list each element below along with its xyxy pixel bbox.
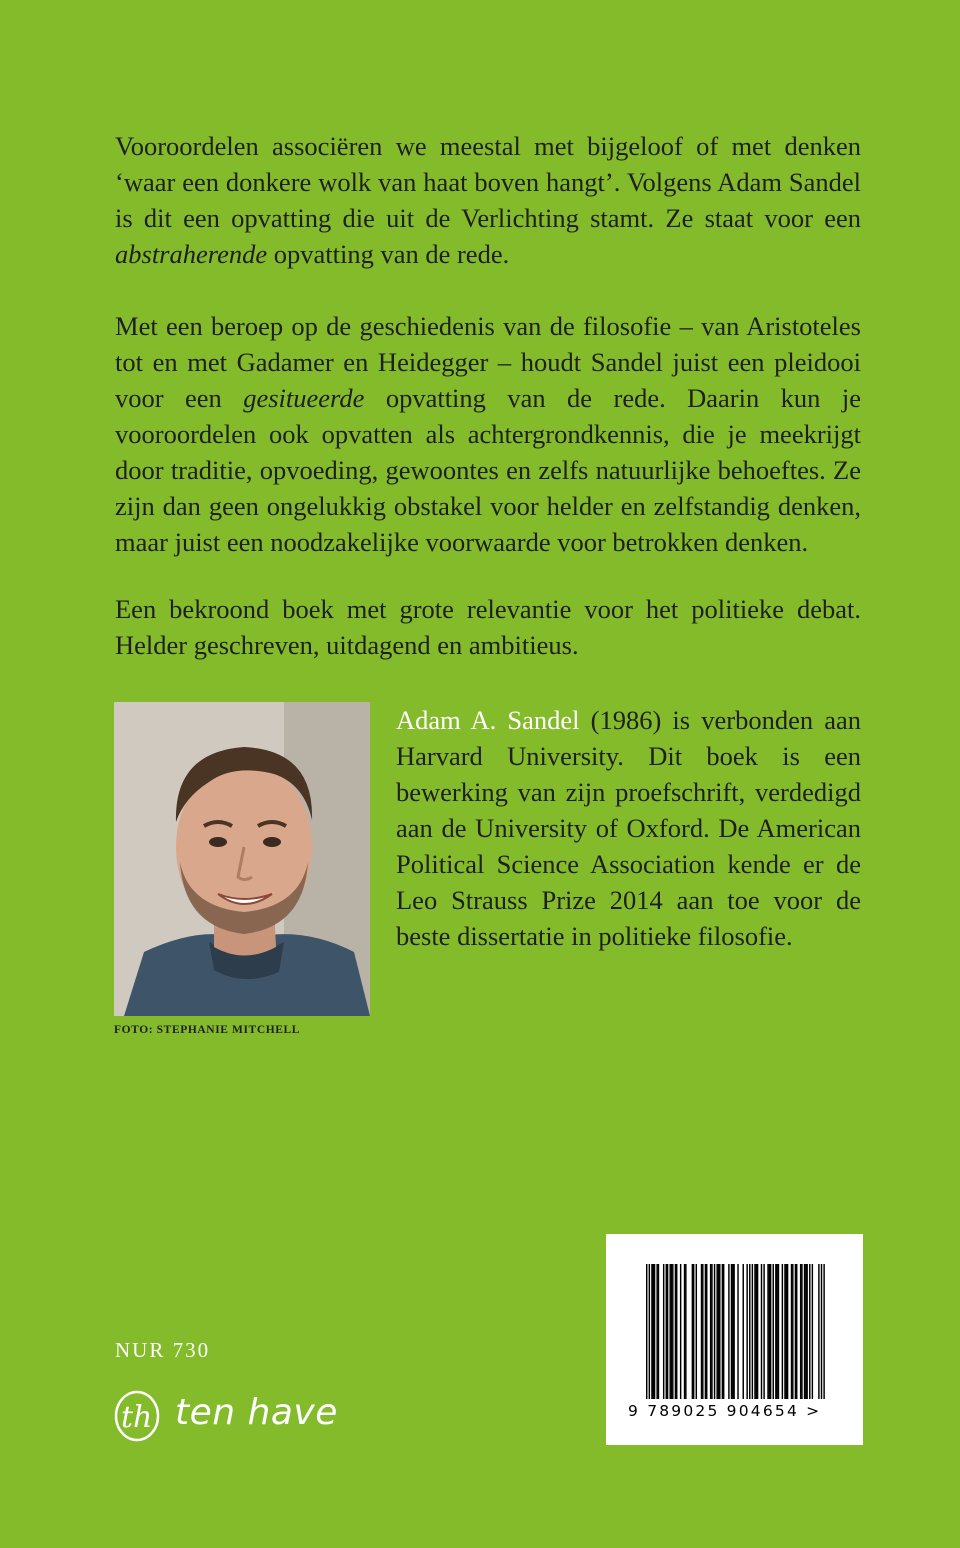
barcode-bar	[711, 1264, 712, 1399]
barcode-bar	[718, 1264, 719, 1399]
barcode-bar	[767, 1264, 768, 1399]
barcode-bar	[795, 1264, 796, 1399]
barcode-bar	[667, 1264, 668, 1399]
author-portrait-image	[114, 702, 370, 1016]
barcode-bar	[733, 1264, 734, 1399]
barcode-bar	[823, 1264, 824, 1399]
barcode-bar	[757, 1264, 758, 1399]
photo-credit: FOTO: STEPHANIE MITCHELL	[114, 1024, 301, 1036]
barcode-bar	[722, 1264, 723, 1399]
barcode-bar	[776, 1264, 777, 1399]
barcode-bar	[719, 1264, 720, 1399]
barcode-bar	[782, 1264, 783, 1399]
blurb-emphasis: gesitueerde	[243, 383, 365, 413]
barcode-bar	[732, 1264, 733, 1399]
blurb-text: opvatting van de rede.	[267, 239, 510, 269]
nur-code: NUR 730	[115, 1338, 211, 1362]
isbn-digits: 9 789025 904654 >	[628, 1402, 822, 1420]
barcode-bar	[692, 1264, 693, 1399]
barcode-bar	[706, 1264, 707, 1399]
barcode-bar	[684, 1264, 685, 1399]
author-name: Adam A. Sandel	[396, 705, 580, 735]
blurb-paragraph-1	[115, 128, 861, 272]
barcode-bar	[671, 1264, 672, 1399]
barcode-bar	[786, 1264, 787, 1399]
barcode-bar	[805, 1264, 806, 1399]
barcode-bar	[749, 1264, 750, 1399]
blurb-emphasis: abstraherende	[115, 239, 268, 269]
author-bio-text: (1986) is verbonden aan Harvard University. Dit boek is een bewerking van zijn proefschrift, verdedigd aan de University of Oxford. De American Political Science Association kende er de Leo Strauss Prize 2014 aan toe voor de beste dissertatie in politieke filosofie.	[396, 705, 862, 951]
barcode-bar	[646, 1264, 647, 1399]
publisher-logo-mark-text: th	[121, 1400, 153, 1435]
barcode-bar	[672, 1264, 673, 1399]
barcode-bar	[710, 1264, 711, 1399]
barcode-bar	[801, 1264, 802, 1399]
barcode-bar	[770, 1264, 771, 1399]
barcode-bar	[796, 1264, 797, 1399]
barcode-bar	[778, 1264, 779, 1399]
barcode-bar	[680, 1264, 681, 1399]
blurb-text: Vooroordelen associëren we meestal met bijgeloof of met denken ‘waar een donkere wolk van haat boven hangt’. Volgens Adam Sandel is dit een opvatting die uit de Verlichting stamt. Ze staat voor een	[115, 131, 861, 233]
barcode-bar	[746, 1264, 747, 1399]
barcode-bar	[714, 1264, 715, 1399]
barcode-bar	[761, 1264, 762, 1399]
barcode-bar	[775, 1264, 776, 1399]
barcode-bar	[654, 1264, 655, 1399]
barcode-bar	[791, 1264, 792, 1399]
publisher-logo-mark-icon	[113, 1380, 167, 1444]
barcode-bar	[743, 1264, 744, 1399]
blurb-paragraph-3: Een bekroond boek met grote relevantie voor het politieke debat. Helder geschreven, uitdagend en ambitieus.	[115, 594, 861, 660]
barcode-bar	[792, 1264, 793, 1399]
barcode-bar	[675, 1264, 676, 1399]
barcode-bar	[676, 1264, 677, 1399]
barcode-bar	[804, 1264, 805, 1399]
barcode-bar	[658, 1264, 659, 1399]
barcode-bar	[666, 1264, 667, 1399]
author-bio	[396, 702, 861, 954]
barcode-bar	[769, 1264, 770, 1399]
barcode-bar	[705, 1264, 706, 1399]
blurb-paragraph-2	[115, 308, 861, 560]
barcode-bar	[716, 1264, 717, 1399]
blurb-text: opvatting van de rede. Daarin kun je vooroordelen ook opvatten als achtergrondkennis, die je meekrijgt door traditie, opvoeding, gewoontes en zelfs natuurlijke behoeftes. Ze zijn dan geen ongelukkig obstakel voor helder en zelfstandig denken, maar juist een noodzakelijke voorwaarde voor betrokken denken.	[115, 383, 861, 557]
barcode-bar	[787, 1264, 788, 1399]
barcode	[606, 1234, 863, 1445]
barcode-bar	[800, 1264, 801, 1399]
barcode-bar	[669, 1264, 670, 1399]
barcode-bar	[806, 1264, 807, 1399]
barcode-bar	[701, 1264, 702, 1399]
barcode-bar	[696, 1264, 697, 1399]
barcode-bar	[649, 1264, 650, 1399]
barcode-bar	[731, 1264, 732, 1399]
barcode-bar	[818, 1264, 819, 1399]
barcode-bar	[685, 1264, 686, 1399]
barcode-bar	[754, 1264, 755, 1399]
blurb-text: Met een beroep op de geschiedenis van de filosofie – van Aristoteles tot en met Gadamer en Heidegger – houdt Sandel juist een pleidooi voor een	[115, 311, 861, 413]
barcode-bar	[723, 1264, 724, 1399]
barcode-bar	[809, 1264, 810, 1399]
barcode-bar	[821, 1264, 822, 1399]
publisher-name: ten have	[175, 1391, 338, 1433]
author-photo	[114, 702, 370, 1016]
barcode-bar	[756, 1264, 757, 1399]
barcode-bar	[763, 1264, 764, 1399]
barcode-bar	[702, 1264, 703, 1399]
barcode-bar	[693, 1264, 694, 1399]
publisher-logo	[113, 1380, 338, 1444]
barcode-bar	[728, 1264, 729, 1399]
barcode-bar	[752, 1264, 753, 1399]
barcode-bar	[773, 1264, 774, 1399]
barcode-bar	[784, 1264, 785, 1399]
barcode-bar	[656, 1264, 657, 1399]
barcode-bar	[651, 1264, 652, 1399]
barcode-bar	[663, 1264, 664, 1399]
barcode-bar	[812, 1264, 813, 1399]
barcode-bar	[737, 1264, 738, 1399]
barcode-bar	[653, 1264, 654, 1399]
